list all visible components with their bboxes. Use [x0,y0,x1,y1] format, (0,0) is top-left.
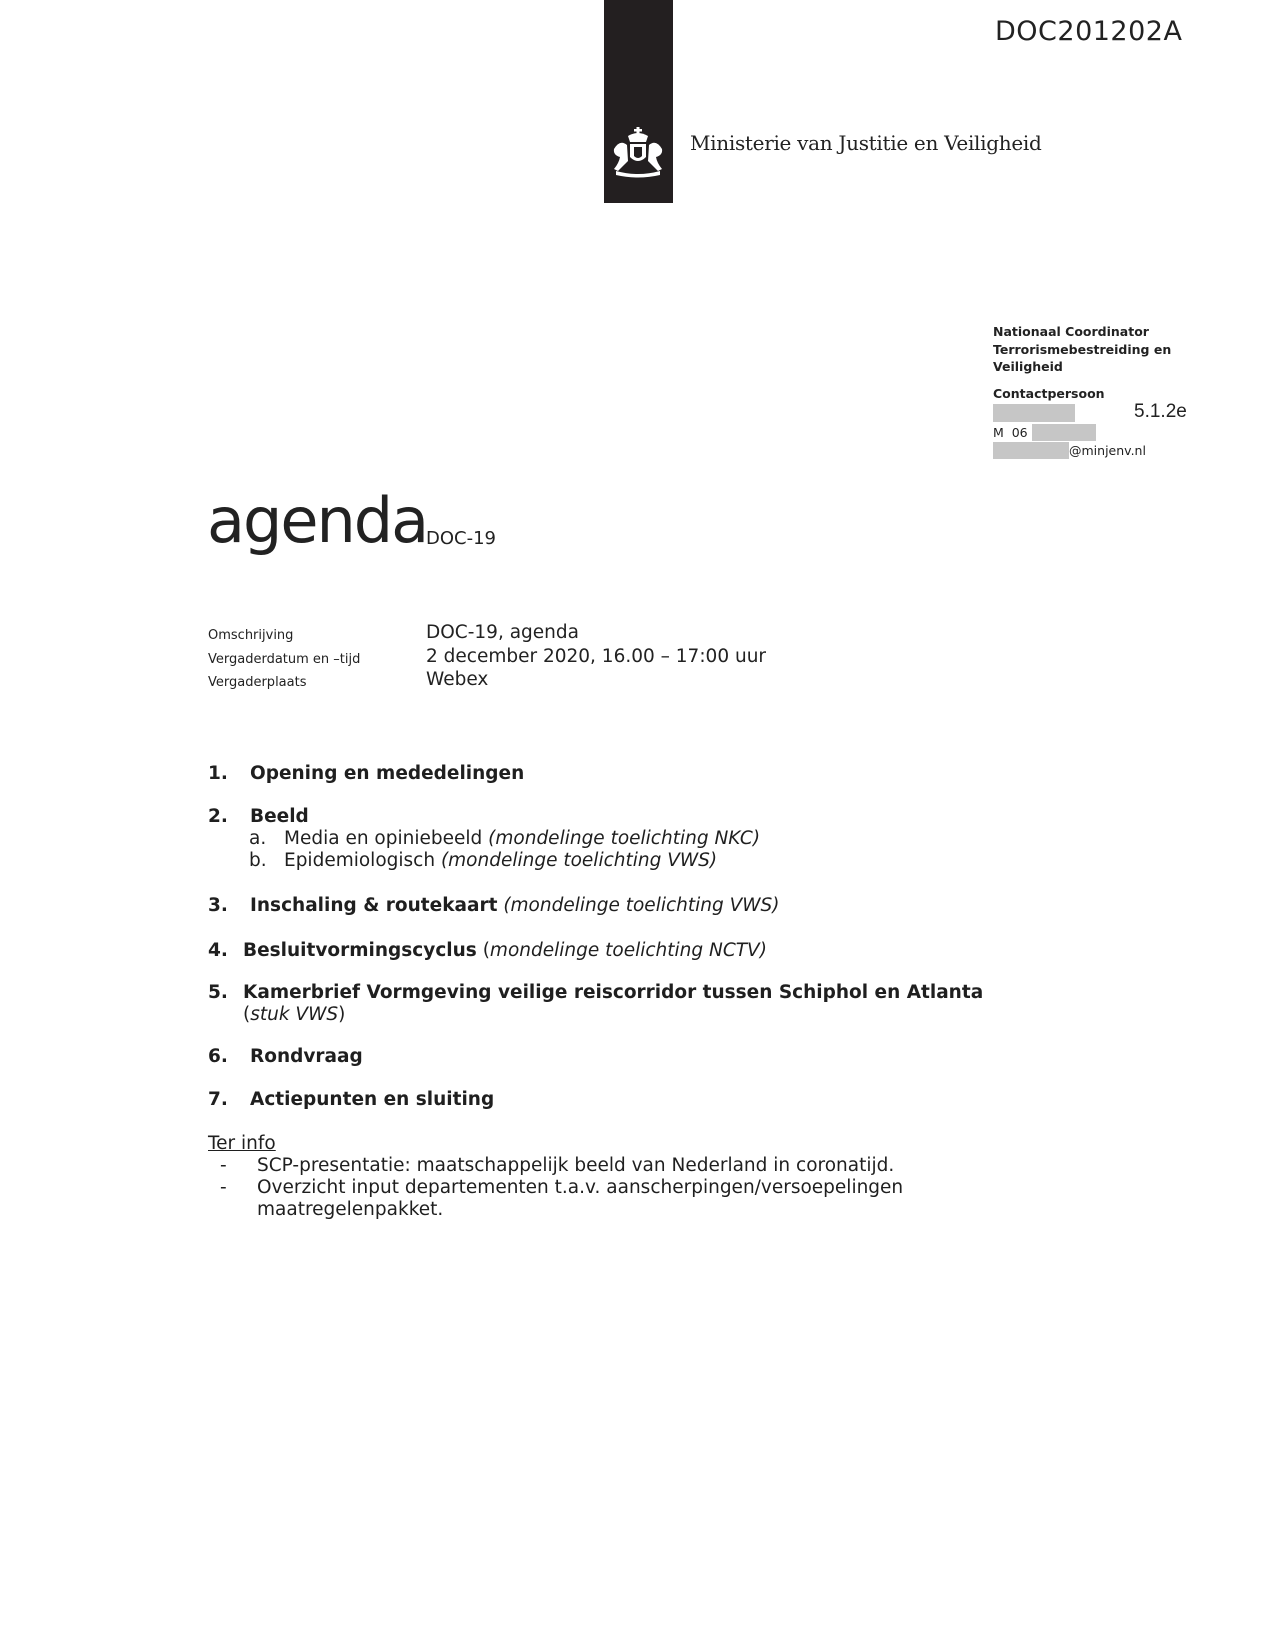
item-note-paren: ( [243,1004,251,1025]
item-title: Beeld [250,806,309,827]
item-note: (mondelinge toelichting VWS) [497,895,780,916]
item-title: Besluitvormingscyclus [243,940,477,961]
agenda-item-3 [208,895,780,916]
item-number: 1. [208,763,228,784]
agenda-subitem-2b [249,850,717,871]
item-title: Inschaling & routekaart [250,895,498,916]
coat-of-arms-icon [610,127,666,179]
item-title: Actiepunten en sluiting [250,1089,495,1110]
item-number: 3. [208,895,228,916]
agenda-item-5-note [243,1004,345,1025]
ter-info-bullet [220,1155,894,1176]
meta-value-location: Webex [426,669,489,690]
ter-info-bullet [220,1177,903,1198]
meta-label-datetime: Vergaderdatum en –tijd [208,652,361,667]
bullet-dash: - [220,1155,227,1176]
phone-prefix: M 06 [993,425,1028,440]
meta-label-location: Vergaderplaats [208,675,307,690]
contact-sidebar [993,323,1213,460]
item-note: mondelinge toelichting NCTV) [489,940,767,961]
contact-heading: Contactpersoon [993,385,1105,401]
meta-value-description: DOC-19, agenda [426,622,579,643]
item-note: stuk VWS [250,1004,339,1025]
agenda-item-2 [208,806,309,827]
item-title: Kamerbrief Vormgeving veilige reiscorridor tussen Schiphol en Atlanta [243,982,984,1003]
ter-info-heading: Ter info [208,1133,276,1154]
agenda-item-4 [208,940,767,961]
subitem-note: (mondelinge toelichting NKC) [488,828,761,849]
organisation-line: Veiligheid [993,359,1063,374]
subitem-text: Media en opiniebeeld [284,828,489,849]
ter-info-bullet-continuation: maatregelenpakket. [257,1199,444,1220]
subitem-text: Epidemiologisch [284,850,441,871]
agenda-item-1 [208,763,524,784]
meta-value-datetime: 2 december 2020, 16.00 – 17:00 uur [426,646,767,667]
subitem-letter: a. [249,828,267,849]
agenda-item-5 [208,982,983,1003]
item-note-paren: ) [338,1004,346,1025]
ministry-name: Ministerie van Justitie en Veiligheid [690,131,1042,155]
item-number: 4. [208,940,228,961]
email-suffix: @minjenv.nl [1069,443,1146,458]
agenda-subitem-2a [249,828,760,849]
item-number: 5. [208,982,228,1003]
bullet-dash: - [220,1177,227,1198]
ministry-logo-bar [604,0,673,203]
agenda-item-7 [208,1089,494,1110]
redaction-code: 5.1.2e [1134,401,1187,422]
redacted-name [993,404,1075,422]
item-note-paren: ( [476,940,490,961]
bullet-text: Overzicht input departementen t.a.v. aanscherpingen/versoepelingen [257,1177,904,1198]
organisation-line: Nationaal Coordinator [993,324,1149,339]
redacted-email [993,442,1069,459]
subitem-note: (mondelinge toelichting VWS) [440,850,718,871]
agenda-item-6 [208,1046,363,1067]
item-title: Rondvraag [250,1046,363,1067]
subitem-letter: b. [249,850,267,871]
page-subtitle: DOC-19 [426,528,496,549]
item-number: 6. [208,1046,228,1067]
item-title: Opening en mededelingen [250,763,525,784]
organisation-line: Terrorismebestreiding en [993,341,1172,357]
page-title: agenda [207,484,428,557]
item-number: 2. [208,806,228,827]
bullet-text: SCP-presentatie: maatschappelijk beeld van Nederland in coronatijd. [257,1155,895,1176]
document-id: DOC201202A [995,16,1183,47]
item-number: 7. [208,1089,228,1110]
redacted-phone [1032,424,1096,441]
meta-label-description: Omschrijving [208,628,294,643]
